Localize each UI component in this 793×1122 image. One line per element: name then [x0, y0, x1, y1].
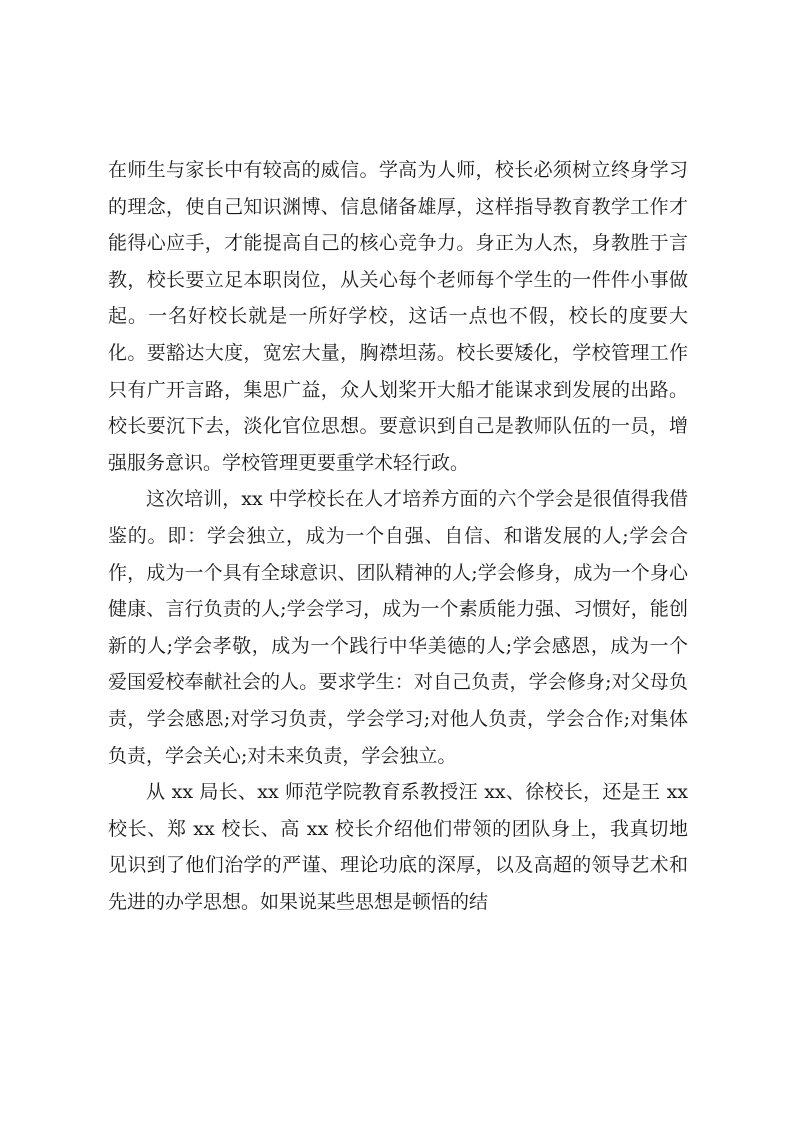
- paragraph-1: 在师生与家长中有较高的威信。学高为人师，校长必须树立终身学习的理念，使自己知识渊博、信息储备雄厚，这样指导教育教学工作才能得心应手，才能提高自己的核心竞争力。身正为人杰，身教胜于言教，校长要立足本职岗位，从关心每个老师每个学生的一件件小事做起。一名好校长就是一所好学校，这话一点也不假，校长的度要大化。要豁达大度，宽宏大量，胸襟坦荡。校长要矮化，学校管理工作只有广开言路，集思广益，众人划桨开大船才能谋求到发展的出路。校长要沉下去，淡化官位思想。要意识到自己是教师队伍的一员，增强服务意识。学校管理更要重学术轻行政。: [108, 159, 688, 474]
- paragraph-3: 从 xx 局长、xx 师范学院教育系教授汪 xx、徐校长，还是王 xx 校长、郑 xx 校长、高 xx 校长介绍他们带领的团队身上，我真切地见识到了他们治学的严谨、理论功底的深厚，以及高超的领导艺术和先进的办学思想。如果说某些思想是顿悟的结: [108, 781, 688, 913]
- document-body: [108, 152, 688, 920]
- paragraph-2: 这次培训，xx 中学校长在人才培养方面的六个学会是很值得我借鉴的。即：学会独立，成为一个自强、自信、和谐发展的人;学会合作，成为一个具有全球意识、团队精神的人;学会修身，成为一个身心健康、言行负责的人;学会学习，成为一个素质能力强、习惯好，能创新的人;学会孝敬，成为一个践行中华美德的人;学会感恩，成为一个爱国爱校奉献社会的人。要求学生：对自己负责，学会修身;对父母负责，学会感恩;对学习负责，学会学习;对他人负责，学会合作;对集体负责，学会关心;对未来负责，学会独立。: [108, 488, 688, 767]
